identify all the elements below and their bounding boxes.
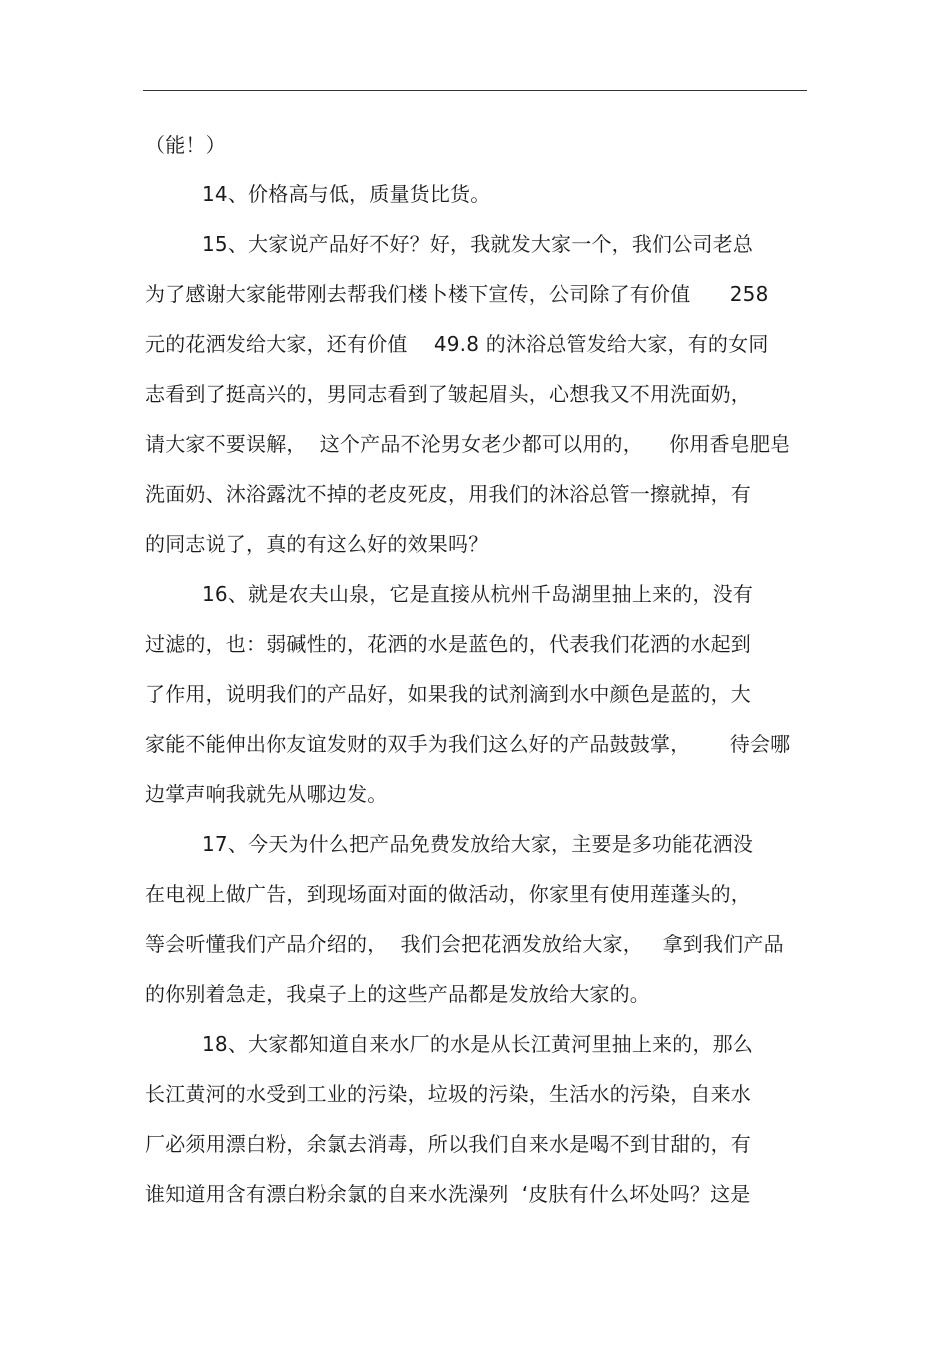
- header-rule: [143, 90, 807, 91]
- text-line: 家能不能伸出你友谊发财的双手为我们这么好的产品鼓鼓掌， 待会哪: [145, 732, 791, 756]
- text-line: 的同志说了，真的有这么好的效果吗？: [145, 532, 489, 556]
- text-line: 18、大家都知道自来水厂的水是从长江黄河里抽上来的，那么: [202, 1032, 754, 1056]
- text-line: 长江黄河的水受到工业的污染，垃圾的污染，生活水的污染，自来水: [145, 1082, 751, 1106]
- text-line: 在电视上做广告，到现场面对面的做活动，你家里有使用莲蓬头的，: [145, 882, 751, 906]
- text-line: 的你别着急走，我桌子上的这些产品都是发放给大家的。: [145, 982, 650, 1006]
- text-line: 15、大家说产品好不好？好，我就发大家一个，我们公司老总: [202, 232, 754, 256]
- text-line: 为了感谢大家能带刚去帮我们楼卜楼下宣传，公司除了有价值 258: [145, 282, 769, 306]
- text-line: 志看到了挺高兴的，男同志看到了皱起眉头，心想我又不用洗面奶，: [145, 382, 751, 406]
- text-line: 元的花洒发给大家，还有价值 49.8 的沐浴总管发给大家，有的女同: [145, 332, 769, 356]
- text-line: 边掌声响我就先从哪边发。: [145, 782, 388, 806]
- text-line: （能！）: [145, 133, 226, 157]
- text-line: 谁知道用含有漂白粉余氯的自来水洗澡列 ‘皮肤有什么坏处吗？这是: [145, 1182, 751, 1206]
- text-line: 厂必须用漂白粉，余氯去消毒，所以我们自来水是喝不到甘甜的，有: [145, 1132, 751, 1156]
- text-line: 了作用，说明我们的产品好，如果我的试剂滴到水中颜色是蓝的，大: [145, 682, 751, 706]
- text-line: 14、价格高与低，质量货比货。: [202, 182, 491, 206]
- text-line: 17、今天为什么把产品免费发放给大家，主要是多功能花洒没: [202, 832, 754, 856]
- text-line: 过滤的，也：弱碱性的，花洒的水是蓝色的，代表我们花洒的水起到: [145, 632, 751, 656]
- text-line: 请大家不要误解， 这个产品不沦男女老少都可以用的， 你用香皂肥皂: [145, 432, 791, 456]
- text-line: 等会听懂我们产品介绍的， 我们会把花洒发放给大家， 拿到我们产品: [145, 932, 784, 956]
- text-line: 洗面奶、沐浴露沈不掉的老皮死皮，用我们的沐浴总管一擦就掉，有: [145, 482, 751, 506]
- text-line: 16、就是农夫山泉，它是直接从杭州千岛湖里抽上来的，没有: [202, 582, 754, 606]
